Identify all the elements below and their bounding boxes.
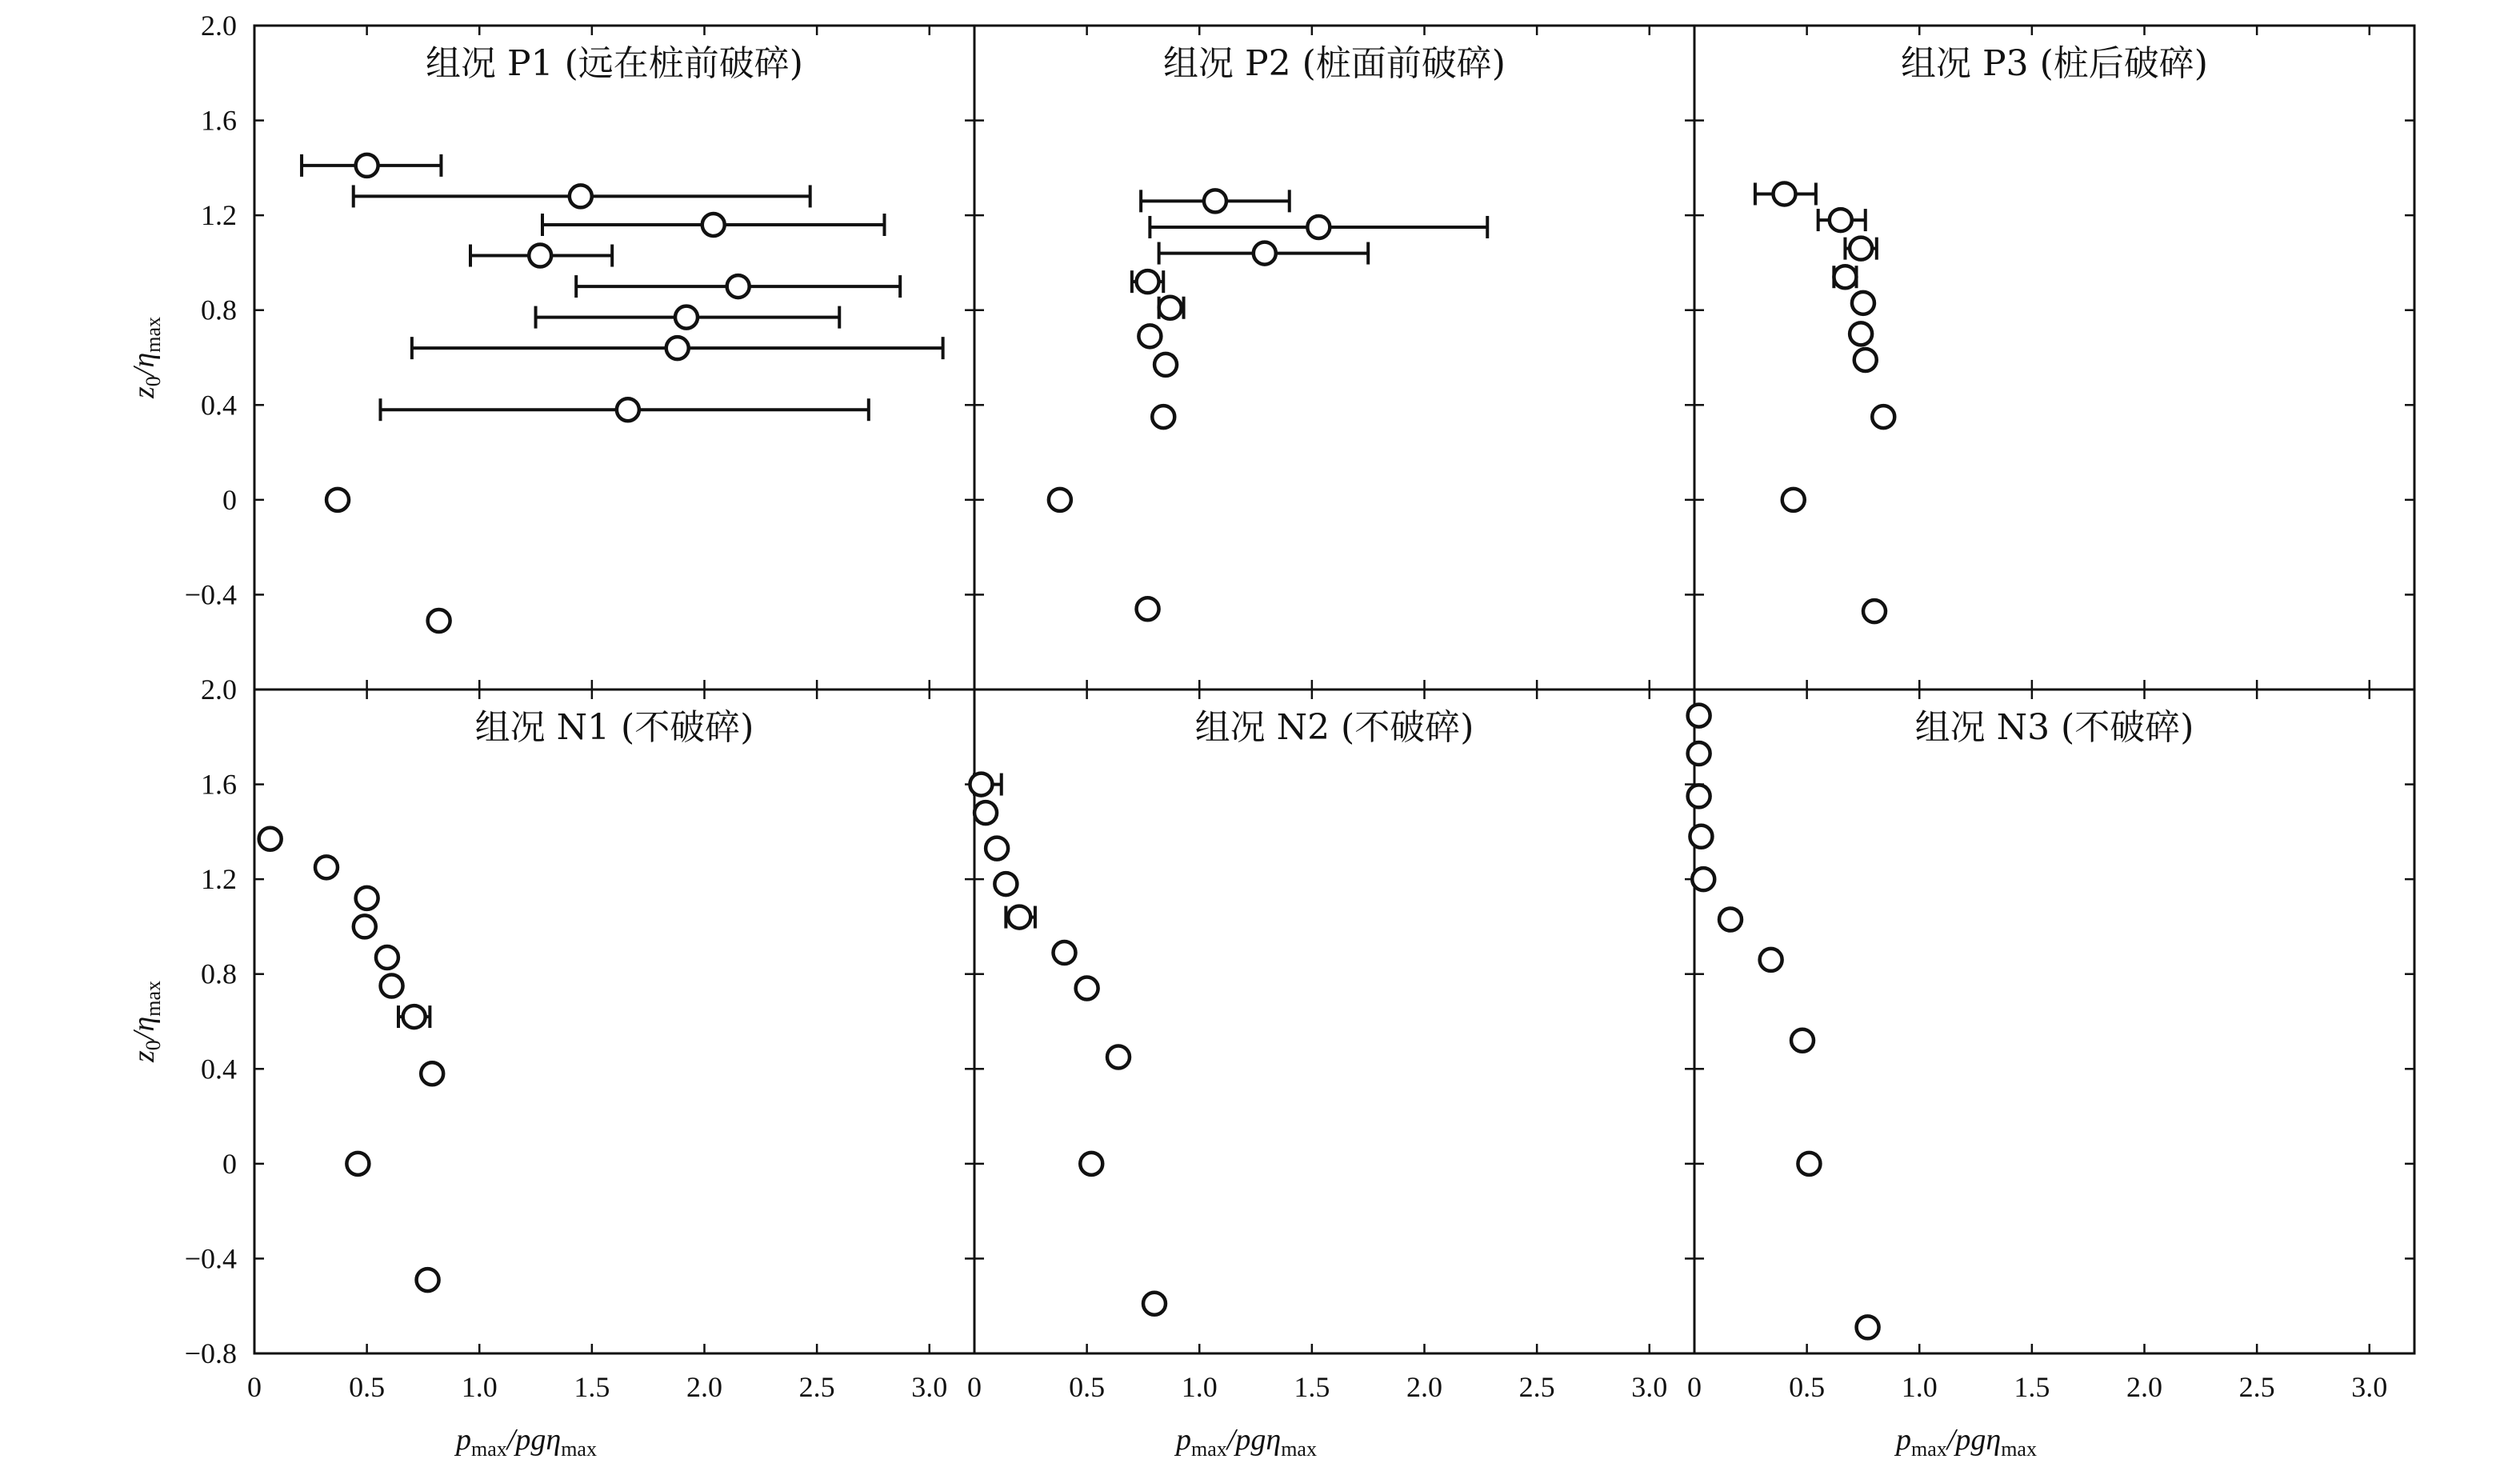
- plot-frame: [974, 26, 1694, 690]
- data-point: [1798, 1153, 1820, 1175]
- y-tick-label: 1.6: [201, 104, 237, 137]
- data-point: [1688, 705, 1710, 727]
- plot-frame: [1694, 26, 2414, 690]
- x-tick-label: 1.5: [574, 1371, 610, 1403]
- y-tick-label: 2.0: [201, 674, 237, 706]
- y-axis-label: $z_0/\eta_{max}$: [127, 981, 165, 1062]
- data-point: [1159, 297, 1182, 319]
- x-tick-label: 2.0: [686, 1371, 722, 1403]
- data-point: [346, 1153, 369, 1175]
- data-point: [1857, 1316, 1879, 1338]
- data-point: [1152, 406, 1174, 428]
- y-tick-label: 1.2: [201, 863, 237, 896]
- y-tick-label: −0.4: [184, 578, 237, 611]
- x-axis-label: $p_{max}/pg\eta_{max}$: [1896, 1423, 2037, 1461]
- data-point: [1143, 1293, 1166, 1315]
- data-point: [1854, 349, 1877, 371]
- data-point: [1863, 600, 1886, 622]
- data-point: [529, 245, 551, 267]
- y-tick-label: 0.8: [201, 957, 237, 990]
- x-tick-label: 2.5: [798, 1371, 835, 1403]
- panel-3: [1694, 26, 2414, 690]
- data-point: [1692, 868, 1714, 890]
- x-tick-label: 1.0: [1181, 1371, 1218, 1403]
- data-point: [421, 1062, 443, 1085]
- y-tick-label: 0.4: [201, 1053, 237, 1085]
- data-point: [1154, 354, 1177, 376]
- panel-2: [974, 26, 1694, 690]
- data-point: [675, 306, 698, 329]
- data-point: [970, 773, 992, 796]
- data-point: [428, 610, 450, 632]
- x-tick-label: 2.0: [2126, 1371, 2162, 1403]
- data-point: [1719, 909, 1742, 931]
- data-point: [1049, 489, 1071, 511]
- y-tick-label: −0.8: [184, 1337, 237, 1369]
- y-tick-label: 0.8: [201, 294, 237, 326]
- x-axis-label: $p_{max}/pg\eta_{max}$: [1176, 1423, 1317, 1461]
- data-point: [1008, 906, 1030, 929]
- x-tick-label: 1.0: [1901, 1371, 1938, 1403]
- data-point: [356, 154, 378, 177]
- data-point: [1137, 270, 1159, 293]
- data-point: [417, 1269, 439, 1291]
- data-point: [666, 337, 689, 359]
- data-point: [1076, 977, 1098, 1000]
- x-tick-label: 3.0: [1631, 1371, 1668, 1403]
- data-point: [1872, 406, 1894, 428]
- data-point: [259, 828, 282, 850]
- data-point: [1107, 1045, 1130, 1068]
- data-point: [727, 275, 750, 298]
- y-axis-label: $z_0/\eta_{max}$: [127, 317, 165, 398]
- x-tick-label: 0.5: [1069, 1371, 1106, 1403]
- data-point: [1080, 1153, 1102, 1175]
- data-point: [1307, 216, 1330, 238]
- y-tick-label: −0.4: [184, 1242, 237, 1275]
- data-point: [1054, 941, 1076, 964]
- plot-frame: [254, 690, 974, 1353]
- panel-title: 组况 P3 (桩后破碎): [1901, 43, 2208, 84]
- data-point: [1834, 266, 1856, 288]
- x-tick-label: 2.0: [1406, 1371, 1442, 1403]
- x-axis-label: $p_{max}/pg\eta_{max}$: [456, 1423, 597, 1461]
- panels-layer: [127, 10, 2414, 1461]
- plot-frame: [1694, 690, 2414, 1353]
- y-tick-label: 0.4: [201, 389, 237, 422]
- y-tick-label: 0: [222, 1147, 237, 1180]
- x-tick-label: 1.0: [461, 1371, 498, 1403]
- data-point: [994, 873, 1017, 895]
- x-tick-label: 0: [967, 1371, 982, 1403]
- data-point: [1774, 182, 1796, 205]
- panel-4: [254, 690, 974, 1353]
- panel-5: [970, 690, 1694, 1353]
- x-tick-label: 3.0: [2351, 1371, 2388, 1403]
- data-point: [1254, 242, 1276, 265]
- data-point: [356, 887, 378, 909]
- data-point: [376, 946, 398, 969]
- data-point: [702, 214, 725, 236]
- data-point: [326, 489, 349, 511]
- y-tick-label: 1.2: [201, 199, 237, 232]
- panel-title: 组况 N3 (不破碎): [1914, 707, 2194, 748]
- data-point: [1830, 209, 1852, 231]
- y-tick-label: 1.6: [201, 768, 237, 801]
- data-point: [570, 185, 592, 207]
- data-point: [1760, 949, 1782, 971]
- data-point: [1791, 1029, 1814, 1052]
- panel-6: [1688, 690, 2414, 1353]
- data-point: [1852, 292, 1874, 314]
- data-point: [315, 856, 338, 878]
- x-tick-label: 0: [1687, 1371, 1702, 1403]
- data-point: [1137, 598, 1159, 620]
- y-tick-label: 2.0: [201, 10, 237, 42]
- data-point: [1688, 742, 1710, 765]
- data-point: [354, 915, 376, 937]
- x-tick-label: 1.5: [1294, 1371, 1330, 1403]
- panel-title: 组况 N1 (不破碎): [474, 707, 754, 748]
- x-tick-label: 2.5: [2238, 1371, 2275, 1403]
- x-tick-label: 2.5: [1518, 1371, 1555, 1403]
- panel-title: 组况 N2 (不破碎): [1194, 707, 1474, 748]
- data-point: [403, 1005, 426, 1028]
- data-point: [974, 801, 997, 824]
- x-tick-label: 0.5: [349, 1371, 386, 1403]
- data-point: [1690, 825, 1712, 848]
- data-point: [986, 837, 1008, 860]
- x-tick-label: 3.0: [911, 1371, 948, 1403]
- panel-title: 组况 P2 (桩面前破碎): [1163, 43, 1506, 84]
- data-point: [1782, 489, 1805, 511]
- x-tick-label: 0: [247, 1371, 262, 1403]
- data-point: [381, 975, 403, 997]
- data-point: [1138, 325, 1161, 347]
- data-point: [1688, 785, 1710, 807]
- panel-title: 组况 P1 (远在桩前破碎): [426, 43, 803, 84]
- data-point: [1850, 322, 1872, 345]
- data-point: [1850, 238, 1872, 260]
- panel-1: [254, 26, 974, 690]
- x-tick-label: 0.5: [1789, 1371, 1826, 1403]
- y-tick-label: 0: [222, 483, 237, 516]
- data-point: [617, 398, 639, 421]
- plot-frame: [974, 690, 1694, 1353]
- data-point: [1204, 190, 1226, 212]
- x-tick-label: 1.5: [2014, 1371, 2050, 1403]
- plot-frame: [254, 26, 974, 690]
